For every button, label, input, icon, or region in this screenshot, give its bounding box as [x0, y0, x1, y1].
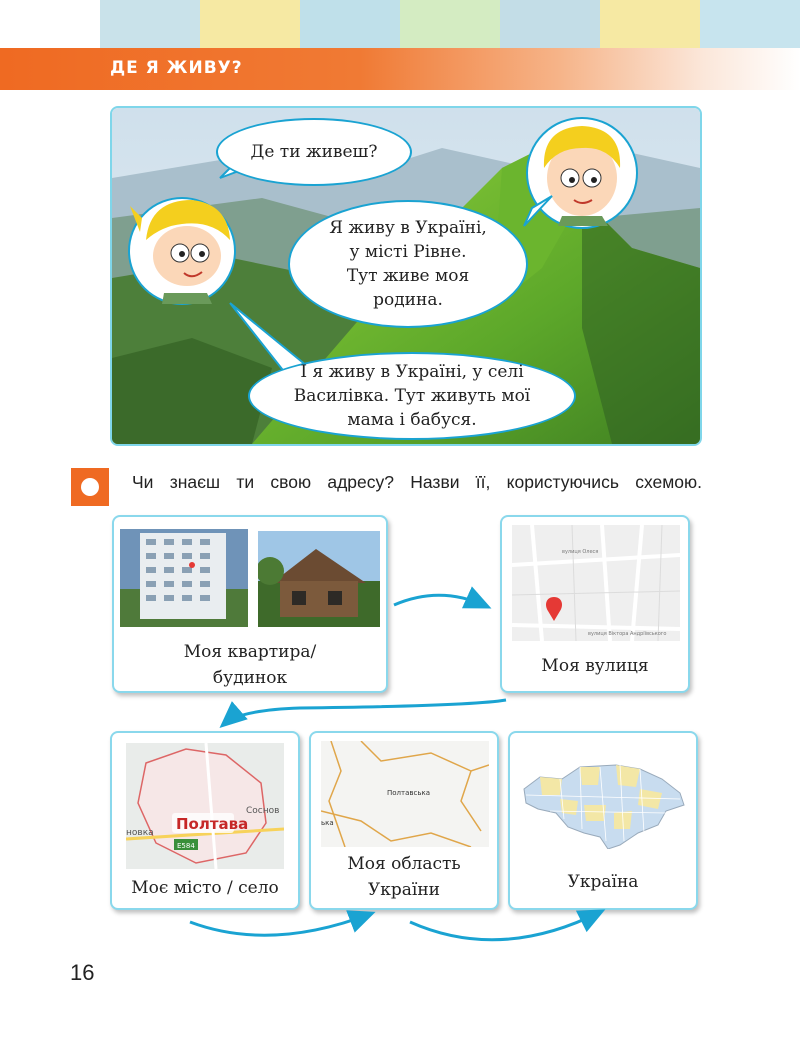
card-city: [110, 731, 300, 910]
map-street-label: вулиця Олеся: [562, 549, 599, 555]
strip-segment: [0, 0, 100, 48]
girl-answer-line: мама і бабуся.: [347, 410, 477, 430]
girl-answer-line: Василівка. Тут живуть мої: [293, 386, 531, 406]
map-road-label: E584: [177, 842, 195, 850]
card-region-label-line: України: [367, 880, 441, 900]
girl-speech-bubble: [248, 352, 576, 440]
card-country: [508, 731, 698, 910]
question-text: Де ти живеш?: [250, 142, 378, 162]
map-city-label: Полтава: [176, 815, 249, 833]
strip-segment: [700, 0, 800, 48]
card-street: [500, 515, 690, 693]
strip-segment: [300, 0, 400, 48]
boy-answer-line: родина.: [373, 290, 443, 310]
strip-segment: [600, 0, 700, 48]
task-marker-icon: [71, 468, 109, 506]
arrow-city-to-region: [190, 914, 370, 935]
arrow-street-to-city: [224, 700, 506, 724]
strip-segment: [200, 0, 300, 48]
boy-answer-line: Тут живе моя: [346, 266, 470, 286]
task-question: Чи знаєш ти свою адресу? Назви її, користуючись схемою.: [132, 472, 702, 492]
girl-answer-line: І я живу в Україні, у селі: [300, 362, 524, 382]
arrow-region-to-country: [410, 912, 600, 940]
card-region-label: [311, 851, 497, 903]
city-map-image: [126, 743, 284, 869]
region-map-image: [321, 741, 489, 847]
map-town-label: Соснов: [246, 806, 280, 816]
page-number: 16: [70, 960, 95, 985]
map-region-label: ька: [321, 819, 334, 827]
apartment-building-photo: [120, 529, 248, 627]
card-home: [112, 515, 388, 693]
card-home-label-line: Моя квартира/: [183, 642, 317, 662]
arrow-home-to-street: [394, 595, 486, 606]
map-town-label: новка: [126, 828, 154, 838]
strip-segment: [500, 0, 600, 48]
boy-character: [527, 118, 637, 228]
ukraine-map-image: [520, 749, 690, 849]
street-map-image: [512, 525, 680, 641]
card-city-label: Моє місто / село: [131, 878, 279, 898]
strip-segment: [400, 0, 500, 48]
boy-speech-bubble: [288, 200, 528, 328]
village-house-photo: [258, 531, 380, 627]
card-region-label-line: Моя область: [347, 854, 461, 874]
card-street-label: Моя вулиця: [541, 656, 649, 676]
boy-answer-line: Я живу в Україні,: [329, 218, 487, 238]
card-country-label: Україна: [567, 872, 639, 892]
boy-answer-line: у місті Рівне.: [349, 242, 467, 262]
card-home-label-line: будинок: [212, 668, 288, 688]
map-street-label: вулиця Віктора Андріївського: [588, 631, 667, 637]
girl-character: [129, 198, 235, 304]
map-region-label: Полтавська: [387, 789, 431, 797]
strip-segment: [100, 0, 200, 48]
card-home-label: [114, 639, 386, 691]
color-strip: [0, 0, 800, 48]
card-region: [309, 731, 499, 910]
page-title: ДЕ Я ЖИВУ?: [110, 58, 243, 78]
question-bubble: [216, 118, 412, 186]
